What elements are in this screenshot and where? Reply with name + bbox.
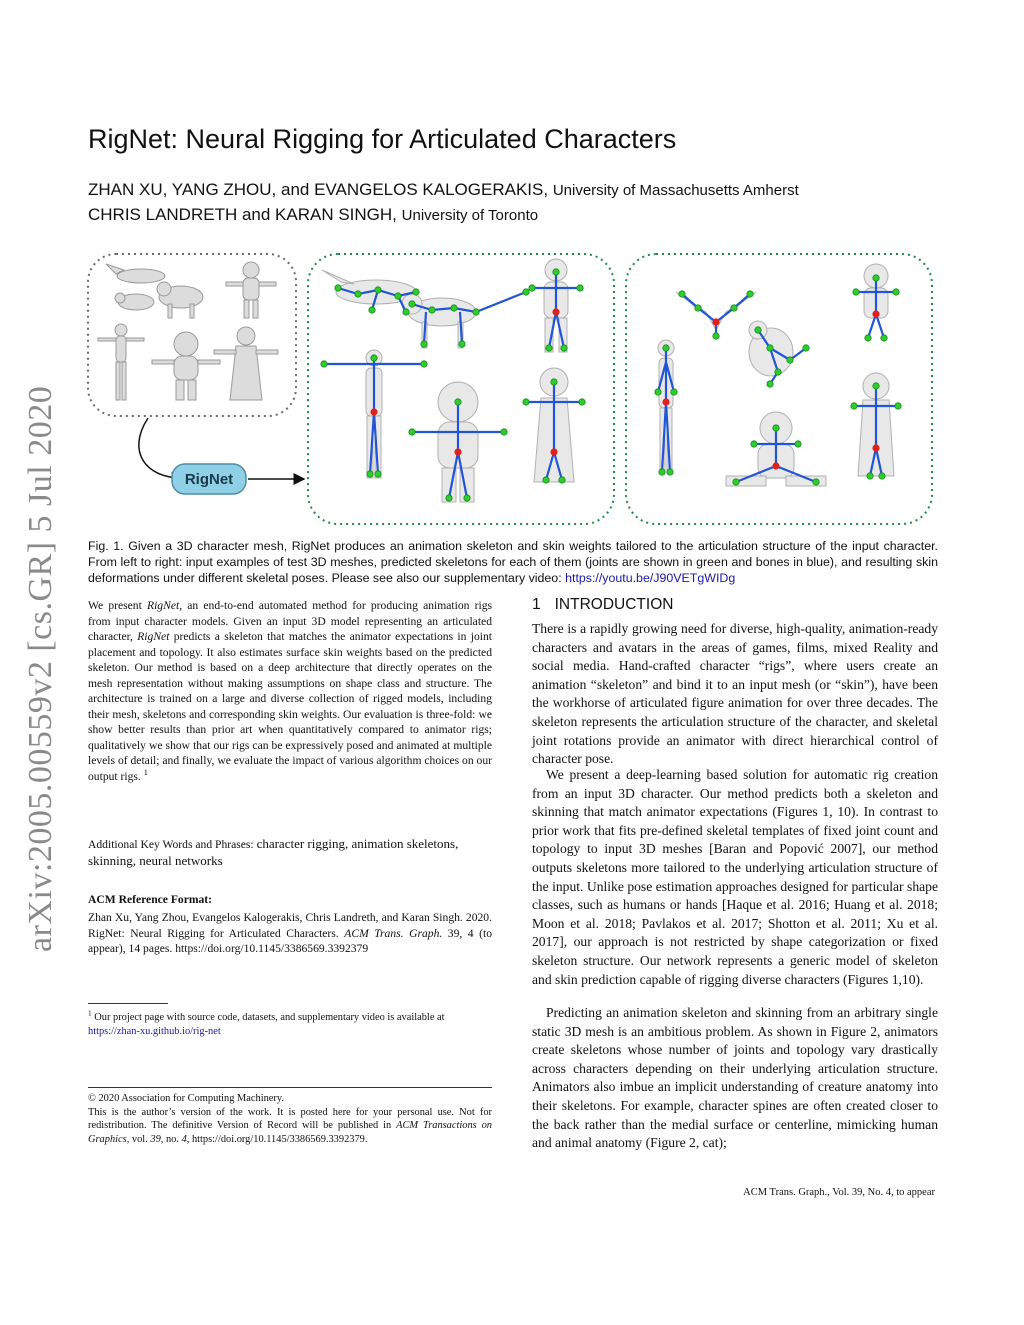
acm-reference-text-1: Zhan Xu, Yang Zhou, Evangelos Kalogerakis, Chris Landreth, and Karan Singh. 2020. RigNet: Neural Rigging for Articulated Characters. [88,911,492,940]
section-number: 1 [532,596,541,613]
copyright-line: © 2020 Association for Computing Machinery. [88,1093,284,1104]
author-affiliation-2: University of Toronto [401,207,539,224]
keywords-value: character rigging, animation skeletons, skinning, neural networks [88,836,459,868]
abstract-rignet: RigNet [147,599,180,612]
copyright-text-2: , vol. [126,1133,148,1145]
footnote-text: Our project page with source code, datasets, and supplementary video is available at [94,1012,445,1023]
author-names-2: CHRIS LANDRETH and KARAN SINGH, [88,205,397,224]
figure-caption [88,538,938,586]
footnote-rule [88,1003,168,1004]
copyright-number: 4 [181,1133,187,1145]
rignet-button-label: RigNet [184,471,234,488]
keywords [88,836,492,870]
author-line-1 [88,180,799,200]
copyright-rule [88,1087,492,1088]
intro-paragraph-1: There is a rapidly growing need for diverse, high-quality, animation-ready characters and avatars in the areas of games, films, mixed Reality and social media. Hand-crafted character “rigs”, where users create an animation “skeleton” and bind it to an input mesh (or “skin”), have been the workhorse of articulated figure animation for over three decades. The skeleton represents the articulation structure of the character, and skeletal joint rotations provide an animator with direct hierarchical control of character pose. [532,621,938,767]
page-footer: ACM Trans. Graph., Vol. 39, No. 4, to appear [743,1187,935,1198]
copyright-block [88,1092,492,1146]
paper-title: RigNet: Neural Rigging for Articulated Characters [88,124,677,154]
acm-reference [88,910,492,957]
author-affiliation-1: University of Massachusetts Amherst [552,182,799,199]
copyright-journal: ACM Transactions on Graphics [88,1120,492,1145]
abstract [88,598,492,784]
acm-reference-journal: ACM Trans. Graph. [344,926,443,940]
abstract-text-1: , an end-to-end automated method for producing animation rigs from input character models. Given an input 3D model representing an articulated character, [88,599,492,643]
caption-text: Fig. 1. Given a 3D character mesh, RigNet produces an animation skeleton and skin weights tailored to the articulation structure of the input character. From left to right: input examples of test 3D meshes, predicted skeletons for each of them (joints are shown in green and bones in blue), and resulting skin deformations under different skeletal poses. Please see also our supplementary video: [88,539,938,585]
copyright-volume: 39 [150,1133,161,1145]
copyright-text-1: This is the author’s version of the work. It is posted here for your personal use. Not for redistribution. The definitive Version of Record will be published in [88,1106,492,1131]
copyright-text-4: , https://doi.org/10.1145/3386569.3392379. [186,1133,368,1145]
section-title: INTRODUCTION [554,596,674,613]
copyright-text-3: , no. [160,1133,179,1145]
abstract-lead: We present [88,599,142,612]
caption-video-link[interactable]: https://youtu.be/J90VETgWIDg [565,571,736,585]
project-page-link[interactable]: https://zhan-xu.github.io/rig-net [88,1026,221,1037]
acm-reference-text-2: 39, 4 (to appear), 14 pages. https://doi.org/10.1145/3386569.3392379 [88,926,493,955]
copyright-notice [88,1106,492,1147]
author-line-2 [88,205,538,225]
footnote-mark: 1 [88,1009,92,1018]
abstract-text-2: predicts a skeleton that matches the animator expectations in joint placement and topology. It also estimates surface skin weights based on the predicted skeleton. Our method is based on a deep architecture that directly operates on the mesh representation without making assumptions on shape class and structure. The architecture is trained on a large and diverse collection of rigged models, including their mesh, skeletons and corresponding skin weights. Our evaluation is three-fold: we show better results than prior art when quantitatively compared to animator rigs; qualitatively we show that our rigs can be expressively posed and animated at multiple levels of detail; and finally, we evaluate the impact of various algorithm choices on our output rigs. [88,630,492,783]
acm-reference-heading: ACM Reference Format: [88,893,213,906]
keywords-label: Additional Key Words and Phrases: [88,838,254,851]
section-heading-introduction [532,596,938,614]
abstract-footnote-mark: 1 [143,767,148,777]
footnote [88,1011,492,1039]
teaser-figure [86,252,936,530]
intro-paragraph-2: We present a deep-learning based solution for automatic rig creation from an input 3D character. Our method predicts both a skeleton and skinning that match animator expectations (Figures 1, 10). In contrast to prior work that fits pre-defined skeletal templates of fixed joint count and topology to input 3D meshes [Baran and Popović 2007], our method outputs skeletons more tailored to the underlying articulation structure of the input. Unlike pose estimation approaches designed for particular shape classes, such as humans or hands [Haque et al. 2016; Huang et al. 2018; Moon et al. 2018; Pavlakos et al. 2017; Shotton et al. 2011; Xu et al. 2017], our approach is not restricted by shape categorization or fixed skeleton structure. Our network represents a generic model of skeleton and skin prediction capable of rigging diverse characters (Figures 1,10). [532,767,938,987]
arxiv-identifier: arXiv:2005.00559v2 [cs.GR] 5 Jul 2020 [22,385,59,952]
intro-paragraph-3: Predicting an animation skeleton and skinning from an arbitrary single static 3D mesh is an ambitious problem. As shown in Figure 2, animators create skeletons whose number of joints and topology vary drastically across characters depending on their underlying articulation structure. Animators also imbue an implicit understanding of creature anatomy into their skeletons. For example, character spines are often created closer to the back rather than the medial surface or centerline, mimicking human and animal anatomy (Figure 2, cat); [532,1005,938,1151]
abstract-rignet-2: RigNet [137,630,170,643]
author-names-1: ZHAN XU, YANG ZHOU, and EVANGELOS KALOGERAKIS, [88,180,549,199]
